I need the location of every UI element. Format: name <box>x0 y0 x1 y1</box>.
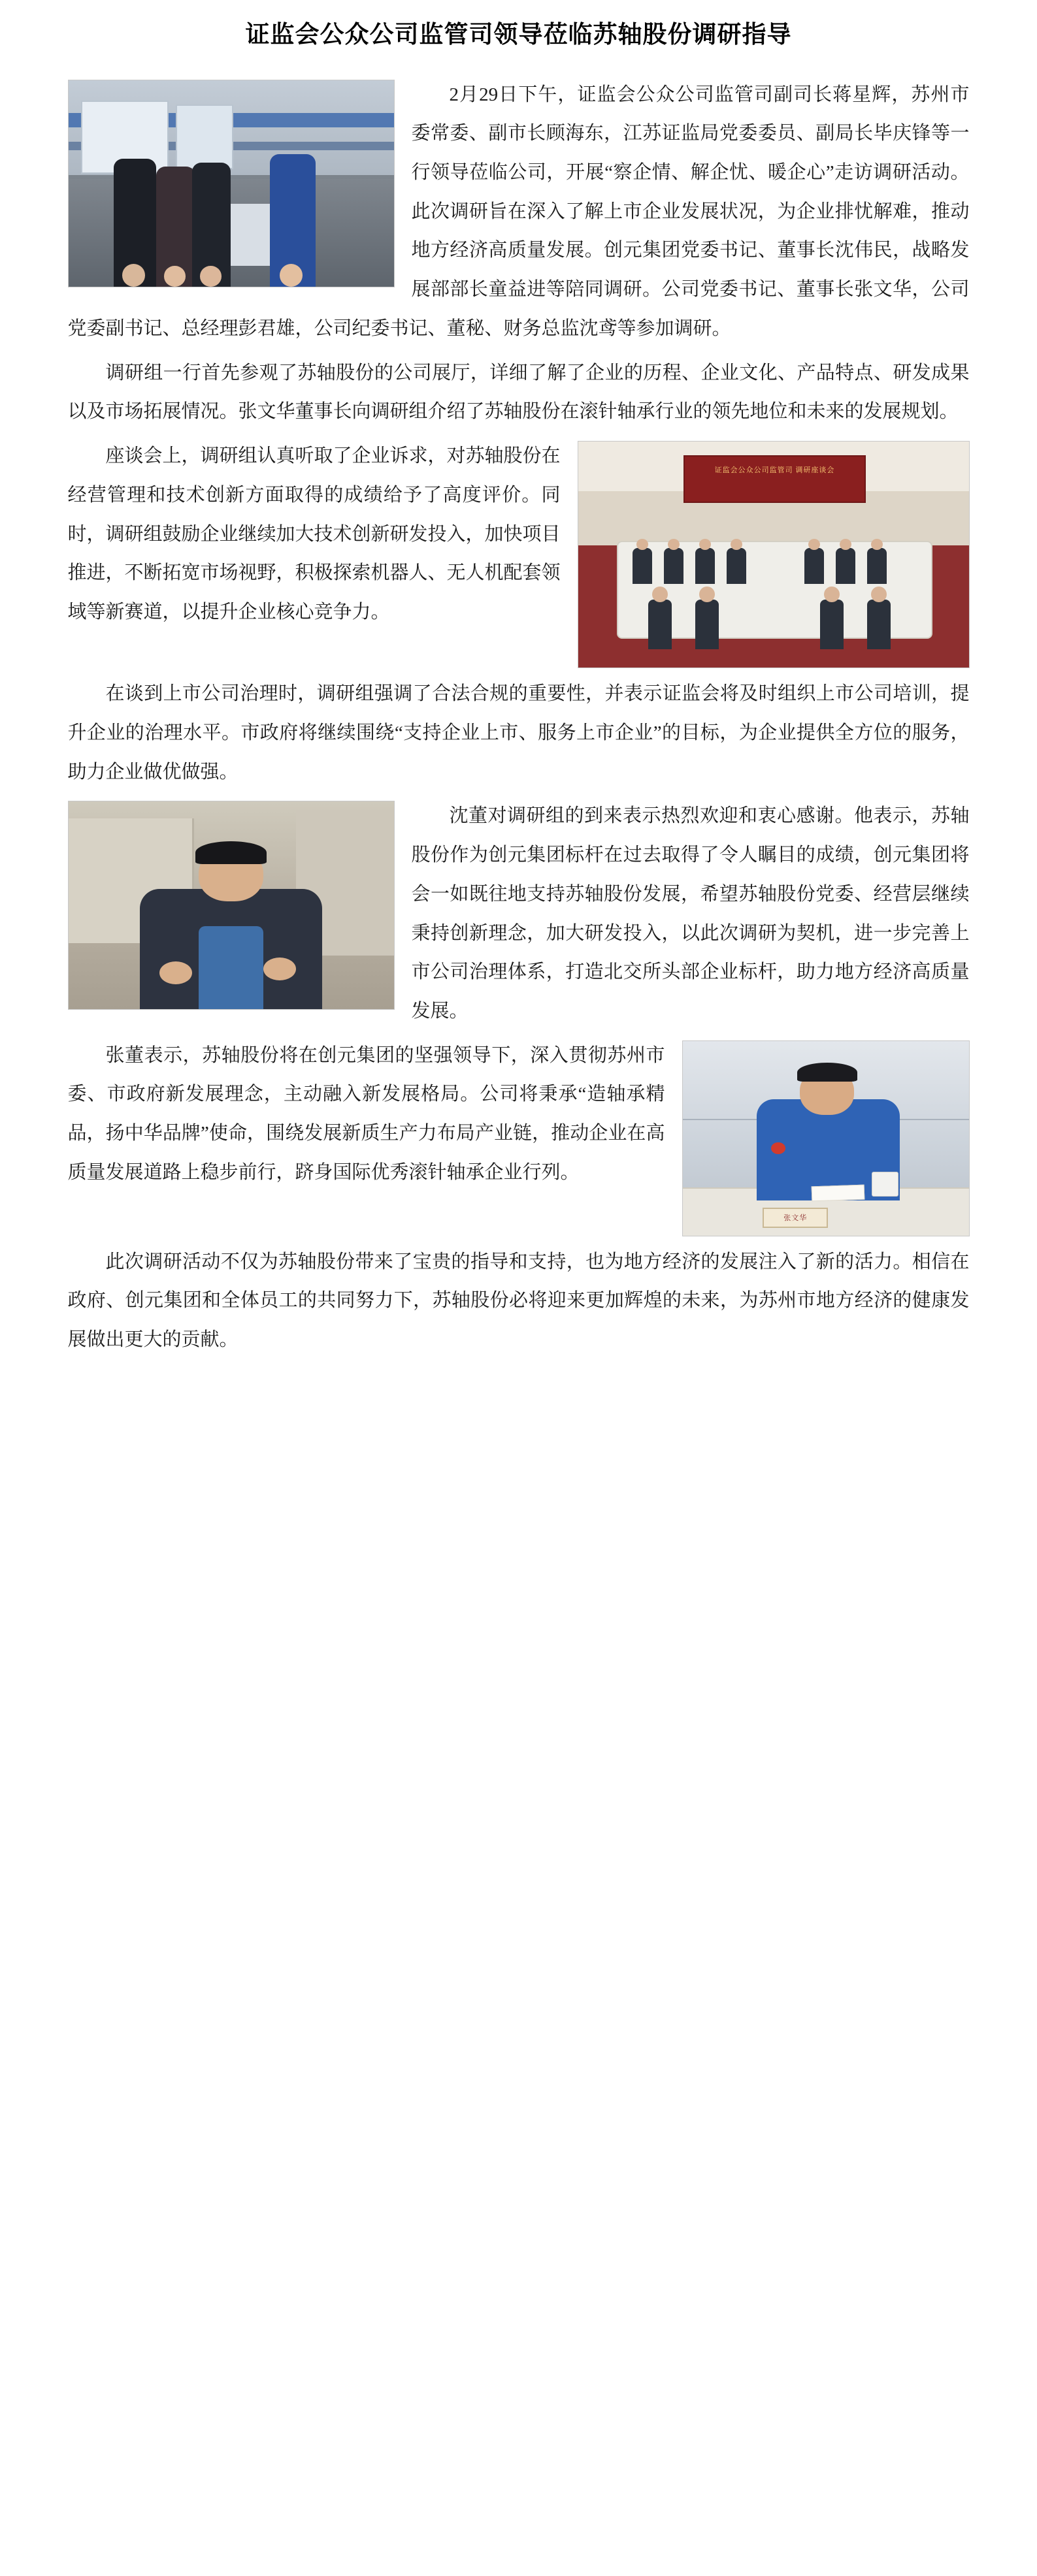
photo1-person-1-head <box>122 264 145 287</box>
photo3-person-hair <box>195 841 267 864</box>
photo-chairman-shen-speaking <box>68 801 395 1010</box>
photo-leaders-visit-workshop <box>68 80 395 287</box>
photo2-attendee-front <box>820 600 844 649</box>
photo2-attendee <box>695 548 715 584</box>
photo-chairman-zhang-speaking <box>682 1040 970 1236</box>
paragraph-4: 在谈到上市公司治理时，调研组强调了合法合规的重要性，并表示证监会将及时组织上市公司培训，提升企业的治理水平。市政府将继续围绕“支持企业上市、服务上市企业”的目标，为企业提供全方位的服务，助力企业做优做强。 <box>67 683 970 782</box>
paragraph-5: 沈董对调研组的到来表示热烈欢迎和衷心感谢。他表示，苏轴股份作为创元集团标杆在过去取得了令人瞩目的成绩，创元集团将会一如既往地支持苏轴股份发展，希望苏轴股份党委、经营层继续秉持创新理念，加大研发投入，以此次调研为契机，进一步完善上市公司治理体系，打造北交所头部企业标杆，助力地方经济高质量发展。 <box>411 805 970 1022</box>
paragraph-3: 座谈会上，调研组认真听取了企业诉求，对苏轴股份在经营管理和技术创新方面取得的成绩给予了高度评价。同时，调研组鼓励企业继续加大技术创新研发投入，加快项目推进，不断拓宽市场视野，积极探索机器人、无人机配套领域等新赛道，以提升企业核心竞争力。 <box>67 445 561 623</box>
photo4-person-hair <box>797 1063 857 1082</box>
photo4-documents <box>811 1185 864 1202</box>
photo2-attendee-head <box>731 539 742 550</box>
photo2-led-screen <box>683 455 866 503</box>
photo1-machine-right <box>176 105 234 169</box>
photo1-staff-head <box>280 264 303 287</box>
page-title: 证监会公众公司监管司领导莅临苏轴股份调研指导 <box>245 22 792 48</box>
photo1-person-2-head <box>164 266 185 287</box>
article-body <box>68 0 970 1360</box>
photo3-person-shirt <box>199 926 264 1009</box>
photo2-attendee-head <box>699 539 711 550</box>
photo2-attendee <box>867 548 887 584</box>
photo4-cup <box>872 1172 898 1197</box>
photo2-attendee-head <box>871 539 883 550</box>
photo2-attendee-front <box>867 600 891 649</box>
photo2-attendee-front <box>695 600 719 649</box>
photo2-screen-text: 证监会公众公司监管司 调研座谈会 <box>714 466 835 474</box>
paragraph-2: 调研组一行首先参观了苏轴股份的公司展厅，详细了解了企业的历程、企业文化、产品特点、研发成果以及市场拓展情况。张文华董事长向调研组介绍了苏轴股份在滚针轴承行业的领先地位和未来的发展规划。 <box>67 362 970 423</box>
photo2-attendee <box>727 548 746 584</box>
photo2-attendee-front-head <box>871 587 887 602</box>
photo-conference-meeting <box>578 441 970 668</box>
photo2-attendee-front <box>648 600 672 649</box>
paragraph-7: 此次调研活动不仅为苏轴股份带来了宝贵的指导和支持，也为地方经济的发展注入了新的活力。相信在政府、创元集团和全体员工的共同努力下，苏轴股份必将迎来更加辉煌的未来，为苏州市地方经济的健康发展做出更大的贡献。 <box>67 1251 970 1351</box>
photo2-attendee <box>804 548 824 584</box>
photo2-attendee <box>836 548 855 584</box>
photo4-nameplate <box>763 1208 828 1228</box>
photo4-party-badge-icon <box>771 1142 785 1154</box>
photo2-attendee <box>633 548 652 584</box>
paragraph-6: 张董表示，苏轴股份将在创元集团的坚强领导下，深入贯彻苏州市委、市政府新发展理念，主动融入新发展格局。公司将秉承“造轴承精品，扬中华品牌”使命，围绕发展新质生产力布局产业链，推动企业在高质量发展道路上稳步前行，跻身国际优秀滚针轴承企业行列。 <box>67 1044 665 1183</box>
photo3-person-left-hand <box>159 961 192 984</box>
photo2-attendee-front-head <box>824 587 840 602</box>
photo2-attendee <box>664 548 683 584</box>
photo4-nameplate-text: 张文华 <box>783 1214 808 1223</box>
photo3-person-right-hand <box>263 958 296 980</box>
paragraph-1: 2月29日下午，证监会公众公司监管司副司长蒋星辉，苏州市委常委、副市长顾海东，江苏证监局党委委员、副局长毕庆锋等一行领导莅临公司，开展“察企情、解企忧、暖企心”走访调研活动。此次调研旨在深入了解上市企业发展状况，为企业排忧解难，推动地方经济高质量发展。创元集团党委书记、董事长沈伟民，战略发展部部长童益进等陪同调研。公司党委书记、董事长张文华，公司党委副书记、总经理彭君雄，公司纪委书记、董秘、财务总监沈鸢等参加调研。 <box>67 84 970 339</box>
photo1-person-3-head <box>200 266 221 287</box>
photo2-attendee-front-head <box>652 587 668 602</box>
photo2-attendee-head <box>668 539 680 550</box>
photo2-attendee-front-head <box>699 587 715 602</box>
